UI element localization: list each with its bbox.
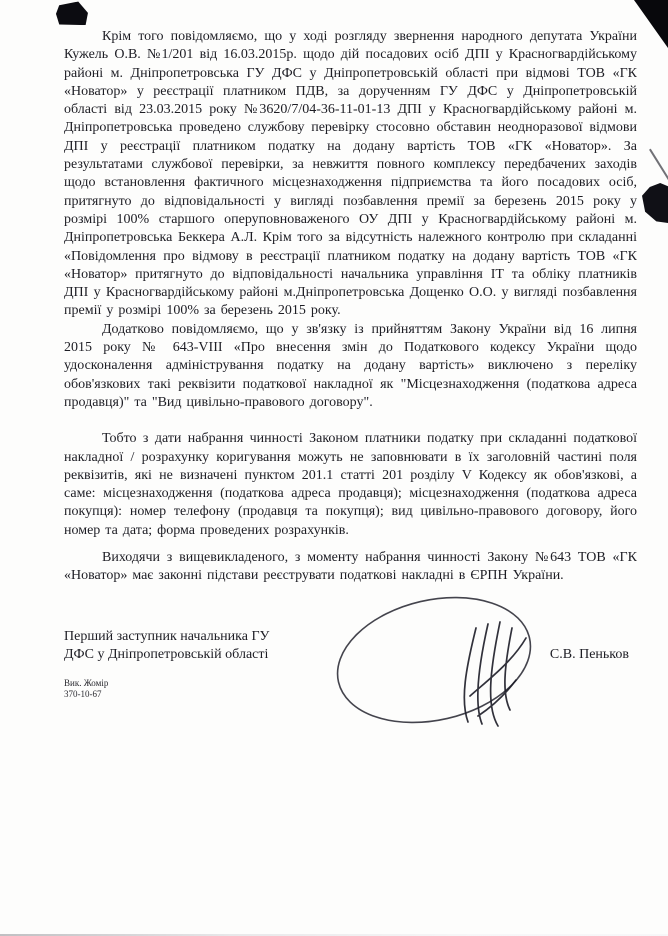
paragraph-3: Тобто з дати набрання чинності Законом платники податку при складанні податкової накладної / розрахунку коригування можуть не заповнювати в їх заголовній частині поля реквізитів, які не визначені пунктом 201.1 статті 201 розділу V Кодексу як обов'язкові, а саме: місцезнаходження (податкова адреса продавця); місцезнаходження (податкова адреса покупця): номер телефону (продавця та покупця); вид цивільно-правового договору, його номер та дата; форма проведених розрахунків.: [64, 431, 637, 538]
letter-body: [64, 28, 637, 700]
scan-artifact-right-blob: [642, 183, 668, 223]
executor-name: Вик. Жомір: [64, 677, 109, 688]
scan-artifact-right-streak: [649, 149, 668, 186]
executor-phone: 370-10-67: [64, 688, 102, 699]
paragraph-1: Крім того повідомляємо, що у ході розгляду звернення народного депутата України Кужель О.В. №1/201 від 16.03.2015р. щодо дій посадових осіб ДПІ у Красногвардійському районі м. Дніпропетровська ГУ ДФС у Дніпропетровській області при відмові ТОВ «ГК «Новатор» у реєстрації платником ПДВ, за дорученням ГУ ДФС у Дніпропетровській області від 23.03.2015 року №3620/7/04-36-11-01-13 ДПІ у Красногвардійському районі м. Дніпропетровська проведено службову перевірку стосовно обставин неодноразової відмови ДПІ у реєстрації платником податку на додану вартість ТОВ «ГК «Новатор». За результатами службової перевірки, за невжиття повного комплексу передбачених заходів щодо встановлення фактичного місцезнаходження підприємства та його посадових осіб, притягнуто до відповідальності у вигляді позбавлення премії за березень 2015 року у розмірі 100% старшого оперуповноваженого ОУ ДПІ у Красногвардійському районі м. Дніпропетровська Беккера А.Л. Крім того за відсутність належного контролю при складанні «Повідомлення про відмову в реєстрації платником податку на додану вартість ТОВ «ГК «Новатор» притягнуто до відповідальності начальника управління ІТ та обліку платників ДПІ у Красногвардійському районі м.Дніпропетровська Дощенко О.О. у вигляді позбавлення премії у розмірі 100% за березень 2015 року.: [64, 29, 637, 319]
signatory-name: С.В. Пеньков: [549, 646, 629, 662]
paragraph-4: Виходячи з вищевикладеного, з моменту набрання чинності Закону №643 ТОВ «ГК «Новатор» має законні підстави реєструвати податкові накладні в ЄРПН України.: [64, 550, 637, 584]
scan-artifact-top-right-corner: [634, 0, 668, 48]
executor-block: [64, 678, 637, 700]
signatory-title-line-1: Перший заступник начальника ГУ: [64, 628, 270, 644]
signatory-title-line-2: ДФС у Дніпропетровській області: [64, 646, 269, 662]
signature-block: [64, 628, 637, 664]
paragraph-2: Додатково повідомляємо, що у зв'язку із прийняттям Закону України від 16 липня 2015 року № 643-VIII «Про внесення змін до Податкового кодексу України щодо удосконалення адміністрування податку на додану вартість» виключено з переліку обов'язкових такі реквізити податкової накладної як "Місцезнаходження (податкова адреса продавця)" та "Вид цивільно-правового договору".: [64, 321, 637, 410]
scan-artifact-top-left: [55, 1, 89, 27]
signatory-title: [64, 628, 269, 664]
